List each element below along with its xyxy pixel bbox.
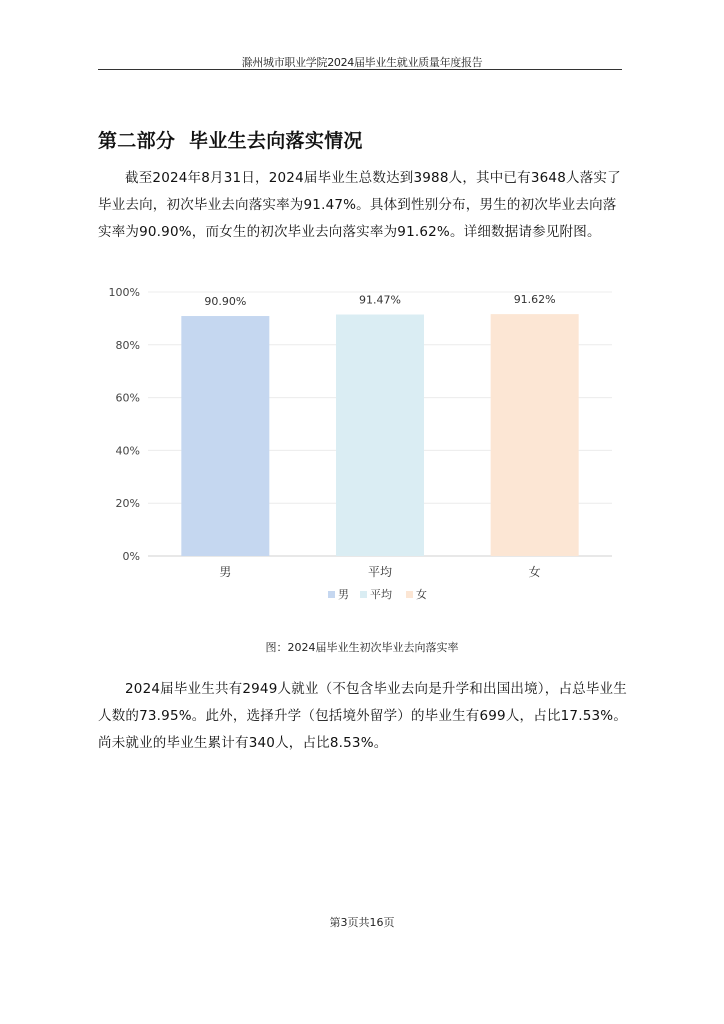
x-tick-label: 平均 [367,565,393,579]
y-tick-label: 40% [115,444,140,458]
y-tick-label: 100% [108,286,140,299]
legend-swatch [328,591,335,598]
legend-label: 男 [338,588,349,601]
x-tick-label: 男 [219,565,232,579]
x-tick-label: 女 [528,565,541,579]
bar [336,315,424,556]
y-tick-label: 20% [115,497,140,511]
section-title: 第二部分 毕业生去向落实情况 [98,130,363,152]
chart-caption: 图：2024届毕业生初次毕业去向落实率 [265,641,459,654]
legend-label: 平均 [370,588,392,601]
intro-paragraph: 截至2024年8月31日，2024届毕业生总数达到3988人，其中已有3648人落实了毕业去向，初次毕业去向落实率为91.47%。具体到性别分布，男生的初次毕业去向落实率为90.90%，而女生的初次毕业去向落实率为91.62%。详细数据请参见附图。 [98,170,621,240]
report-header-title: 滁州城市职业学院2024届毕业生就业质量年度报告 [241,56,483,69]
placement-rate-chart [98,282,628,612]
y-tick-label: 0% [122,550,140,563]
legend-swatch [360,591,367,598]
employment-paragraph: 2024届毕业生共有2949人就业（不包含毕业去向是升学和出国出境），占总毕业生人数的73.95%。此外，选择升学（包括境外留学）的毕业生有699人，占比17.53%。尚未就业的毕业生累计有340人，占比8.53%。 [98,681,628,751]
legend-swatch [406,591,413,598]
page-number: 第3页共16页 [329,916,395,929]
bar-chart-svg [98,282,628,612]
header-divider [98,69,622,70]
y-tick-label: 80% [115,338,140,352]
bar [181,316,269,556]
data-label: 91.62% [513,293,556,307]
bar [491,314,579,556]
data-label: 90.90% [204,295,247,309]
data-label: 91.47% [359,293,401,307]
legend-label: 女 [416,588,427,601]
y-tick-label: 60% [115,391,140,405]
